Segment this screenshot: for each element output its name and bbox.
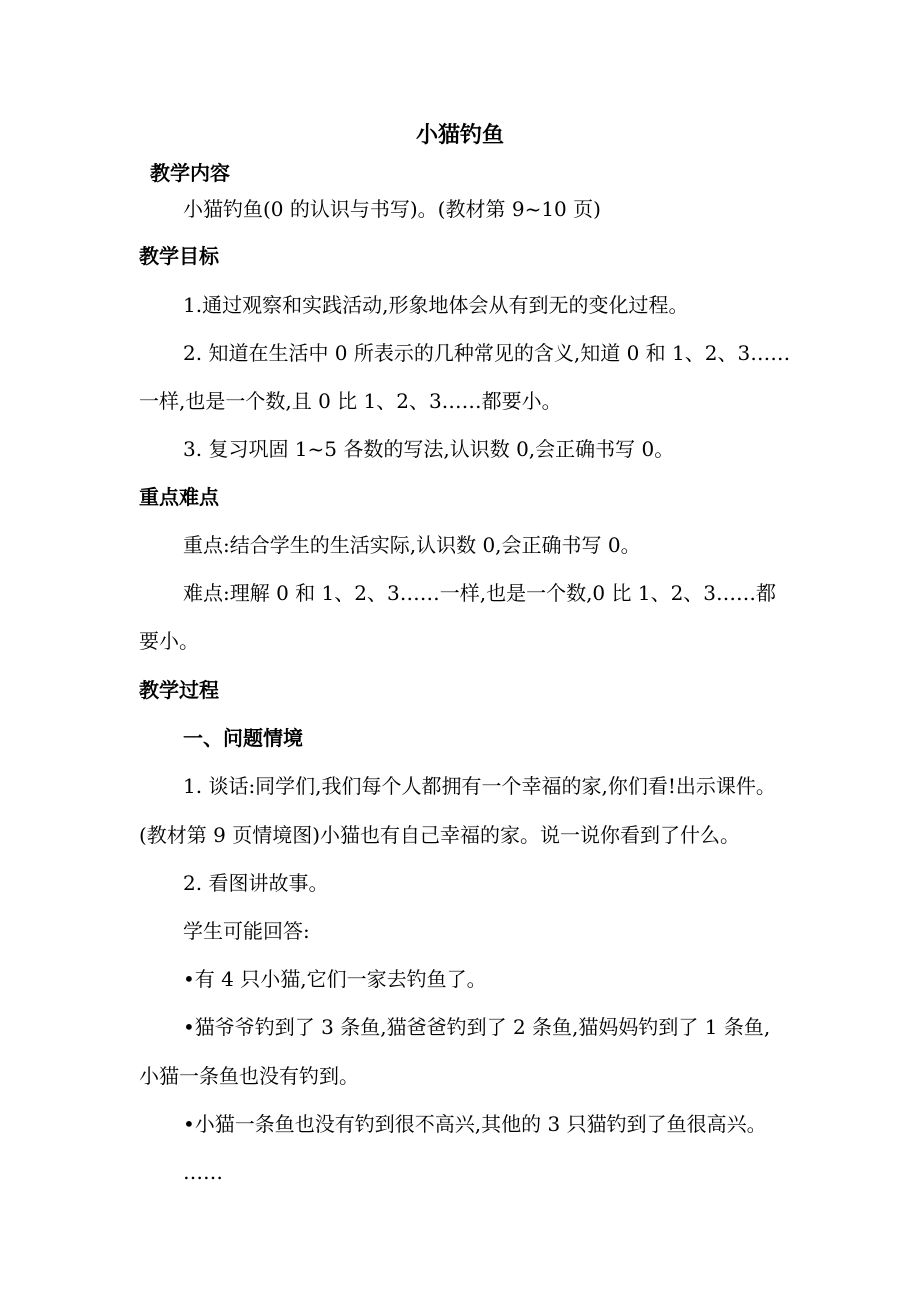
answer-2-line-1: •猫爷爷钓到了 3 条鱼,猫爸爸钓到了 2 条鱼,猫妈妈钓到了 1 条鱼,: [183, 1015, 771, 1039]
answer-3: •小猫一条鱼也没有钓到很不高兴,其他的 3 只猫钓到了鱼很高兴。: [183, 1112, 767, 1136]
answer-2-line-2: 小猫一条鱼也没有钓到。: [139, 1064, 359, 1088]
goal-2-line-1: 2. 知道在生活中 0 所表示的几种常见的含义,知道 0 和 1、2、3……: [183, 341, 791, 365]
step-2: 2. 看图讲故事。: [183, 871, 329, 895]
answers-intro: 学生可能回答:: [183, 919, 310, 943]
page-title: 小猫钓鱼: [415, 122, 504, 148]
part-1-heading: 一、问题情境: [183, 726, 303, 750]
heading-goals: 教学目标: [139, 244, 219, 268]
goal-3: 3. 复习巩固 1~5 各数的写法,认识数 0,会正确书写 0。: [183, 437, 675, 461]
ellipsis: ……: [183, 1160, 223, 1184]
goal-1: 1.通过观察和实践活动,形象地体会从有到无的变化过程。: [183, 293, 689, 317]
heading-process: 教学过程: [139, 678, 219, 702]
goal-2-line-2: 一样,也是一个数,且 0 比 1、2、3……都要小。: [139, 389, 562, 413]
heading-content: 教学内容: [150, 161, 230, 185]
key-point: 重点:结合学生的生活实际,认识数 0,会正确书写 0。: [183, 533, 641, 557]
difficulty-line-1: 难点:理解 0 和 1、2、3……一样,也是一个数,0 比 1、2、3……都: [183, 581, 777, 605]
content-text: 小猫钓鱼(0 的认识与书写)。(教材第 9~10 页): [183, 197, 601, 221]
difficulty-line-2: 要小。: [139, 629, 199, 653]
step-1-line-2: (教材第 9 页情境图)小猫也有自己幸福的家。说一说你看到了什么。: [139, 823, 741, 847]
answer-1: •有 4 只小猫,它们一家去钓鱼了。: [183, 967, 487, 991]
heading-key-points: 重点难点: [139, 485, 219, 509]
step-1-line-1: 1. 谈话:同学们,我们每个人都拥有一个幸福的家,你们看!出示课件。: [183, 774, 776, 798]
